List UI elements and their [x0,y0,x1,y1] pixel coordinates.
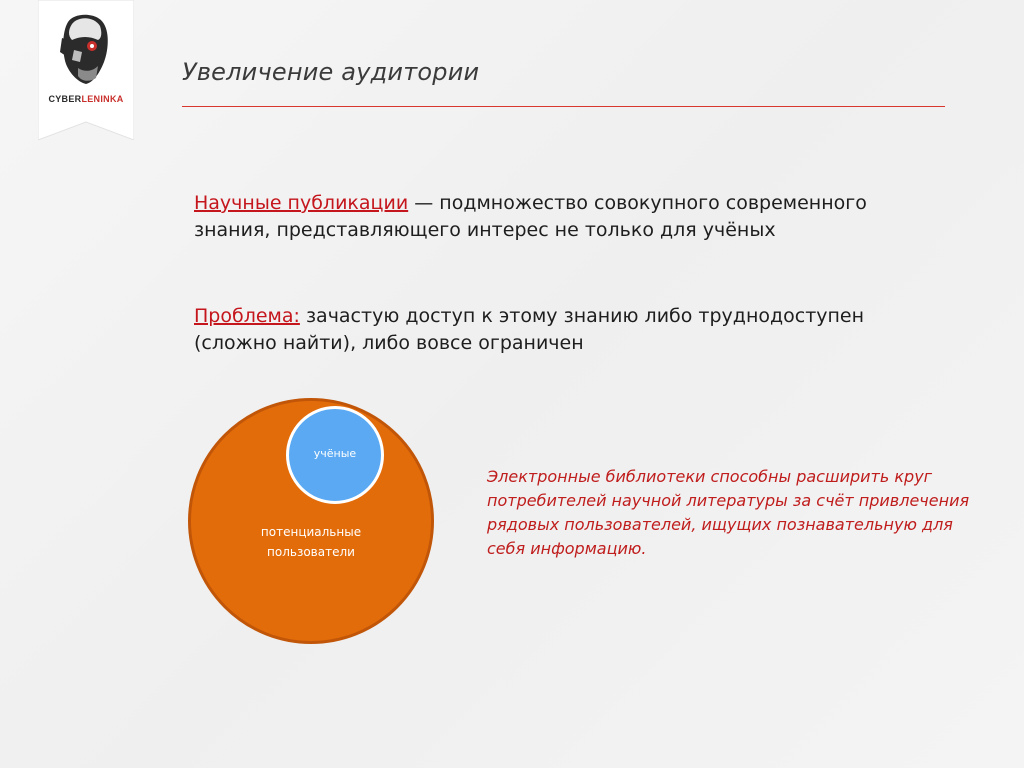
paragraph1-text: — подмножество совокупного современного знания, представляющего интерес не только для учёных [194,192,867,241]
outer-circle-label: потенциальные пользователи [260,525,362,559]
side-note: Электронные библиотеки способны расширить круг потребителей научной литературы за счёт привлечения рядовых пользователей, ищущих познавательную для себя информацию. [487,467,970,558]
audience-venn-diagram [188,398,440,650]
inner-circle-scientists [286,406,384,504]
logo-wordmark: CYBERLENINKA [48,94,124,104]
title-divider [182,106,945,107]
slide-title: Увеличение аудитории [182,58,480,86]
highlight-problem: Проблема: [194,305,300,327]
paragraph2-text: зачастую доступ к этому знанию либо труднодоступен (сложно найти), либо вовсе ограничен [194,305,865,354]
paragraph-problem [194,303,914,357]
inner-circle-label: учёные [313,447,357,460]
logo [38,0,134,140]
highlight-scientific-publications: Научные публикации [194,192,409,214]
logo-ribbon-icon [38,0,134,140]
paragraph-scientific-publications [194,190,914,244]
